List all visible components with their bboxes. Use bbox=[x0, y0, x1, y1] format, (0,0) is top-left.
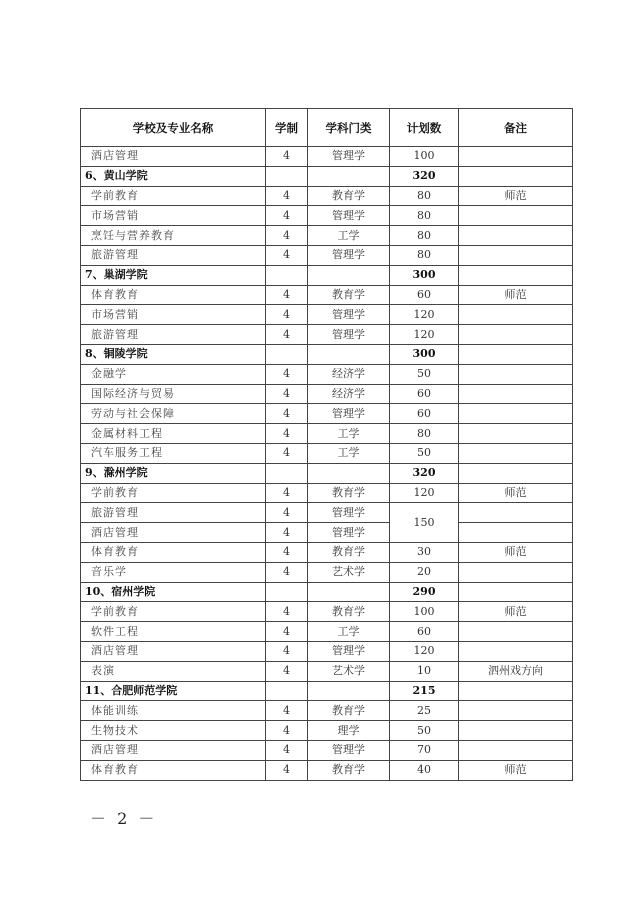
major-row bbox=[81, 542, 573, 562]
note-cell bbox=[459, 166, 573, 186]
category-cell: 工学 bbox=[308, 226, 390, 246]
major-name: 市场营销 bbox=[81, 305, 266, 325]
category-cell: 管理学 bbox=[308, 503, 390, 523]
major-row bbox=[81, 503, 573, 523]
years-cell bbox=[266, 265, 308, 285]
major-row bbox=[81, 404, 573, 424]
major-row bbox=[81, 384, 573, 404]
category-cell: 管理学 bbox=[308, 245, 390, 265]
years-cell: 4 bbox=[266, 701, 308, 721]
header-plan: 计划数 bbox=[390, 109, 459, 147]
major-name: 酒店管理 bbox=[81, 740, 266, 760]
plan-cell: 25 bbox=[390, 701, 459, 721]
category-cell bbox=[308, 582, 390, 602]
note-cell: 泗州戏方向 bbox=[459, 661, 573, 681]
note-cell bbox=[459, 641, 573, 661]
note-cell bbox=[459, 364, 573, 384]
note-cell bbox=[459, 245, 573, 265]
plan-cell: 80 bbox=[390, 226, 459, 246]
major-row bbox=[81, 245, 573, 265]
category-cell: 教育学 bbox=[308, 760, 390, 780]
plan-cell: 120 bbox=[390, 305, 459, 325]
note-cell: 师范 bbox=[459, 542, 573, 562]
note-cell bbox=[459, 721, 573, 741]
note-cell bbox=[459, 443, 573, 463]
plan-cell: 80 bbox=[390, 424, 459, 444]
school-row bbox=[81, 582, 573, 602]
category-cell: 管理学 bbox=[308, 206, 390, 226]
plan-cell: 80 bbox=[390, 186, 459, 206]
category-cell: 艺术学 bbox=[308, 562, 390, 582]
major-row bbox=[81, 443, 573, 463]
plan-total: 215 bbox=[390, 681, 459, 701]
major-name: 酒店管理 bbox=[81, 641, 266, 661]
category-cell bbox=[308, 265, 390, 285]
major-row bbox=[81, 285, 573, 305]
years-cell: 4 bbox=[266, 622, 308, 642]
note-cell bbox=[459, 325, 573, 345]
category-cell: 工学 bbox=[308, 424, 390, 444]
years-cell: 4 bbox=[266, 443, 308, 463]
category-cell: 管理学 bbox=[308, 404, 390, 424]
major-name: 学前教育 bbox=[81, 602, 266, 622]
major-name: 市场营销 bbox=[81, 206, 266, 226]
years-cell: 4 bbox=[266, 404, 308, 424]
years-cell: 4 bbox=[266, 226, 308, 246]
note-cell bbox=[459, 503, 573, 523]
note-cell bbox=[459, 562, 573, 582]
plan-total: 290 bbox=[390, 582, 459, 602]
years-cell: 4 bbox=[266, 147, 308, 167]
note-cell: 师范 bbox=[459, 285, 573, 305]
major-row bbox=[81, 661, 573, 681]
category-cell bbox=[308, 166, 390, 186]
years-cell bbox=[266, 582, 308, 602]
plan-cell: 120 bbox=[390, 325, 459, 345]
header-years: 学制 bbox=[266, 109, 308, 147]
years-cell: 4 bbox=[266, 661, 308, 681]
major-name: 生物技术 bbox=[81, 721, 266, 741]
school-name: 10、宿州学院 bbox=[81, 582, 266, 602]
years-cell bbox=[266, 344, 308, 364]
plan-total: 300 bbox=[390, 344, 459, 364]
plan-cell: 120 bbox=[390, 641, 459, 661]
years-cell: 4 bbox=[266, 285, 308, 305]
plan-cell: 20 bbox=[390, 562, 459, 582]
category-cell bbox=[308, 344, 390, 364]
major-name: 金融学 bbox=[81, 364, 266, 384]
category-cell: 教育学 bbox=[308, 602, 390, 622]
category-cell: 管理学 bbox=[308, 740, 390, 760]
years-cell: 4 bbox=[266, 245, 308, 265]
enrollment-plan-table bbox=[80, 108, 573, 781]
table-header-row bbox=[81, 109, 573, 147]
major-row bbox=[81, 364, 573, 384]
years-cell: 4 bbox=[266, 206, 308, 226]
major-row bbox=[81, 147, 573, 167]
category-cell: 教育学 bbox=[308, 285, 390, 305]
plan-cell: 30 bbox=[390, 542, 459, 562]
years-cell: 4 bbox=[266, 542, 308, 562]
years-cell bbox=[266, 166, 308, 186]
school-name: 7、巢湖学院 bbox=[81, 265, 266, 285]
note-cell bbox=[459, 523, 573, 543]
major-row bbox=[81, 325, 573, 345]
plan-cell: 10 bbox=[390, 661, 459, 681]
note-cell bbox=[459, 226, 573, 246]
years-cell bbox=[266, 681, 308, 701]
major-name: 旅游管理 bbox=[81, 503, 266, 523]
note-cell bbox=[459, 681, 573, 701]
major-row bbox=[81, 701, 573, 721]
major-row bbox=[81, 740, 573, 760]
note-cell bbox=[459, 622, 573, 642]
years-cell: 4 bbox=[266, 424, 308, 444]
category-cell: 教育学 bbox=[308, 701, 390, 721]
category-cell: 管理学 bbox=[308, 523, 390, 543]
years-cell: 4 bbox=[266, 602, 308, 622]
header-name: 学校及专业名称 bbox=[81, 109, 266, 147]
plan-cell: 80 bbox=[390, 245, 459, 265]
school-row bbox=[81, 344, 573, 364]
plan-cell: 70 bbox=[390, 740, 459, 760]
note-cell bbox=[459, 206, 573, 226]
major-name: 旅游管理 bbox=[81, 325, 266, 345]
major-name: 体能训练 bbox=[81, 701, 266, 721]
major-name: 音乐学 bbox=[81, 562, 266, 582]
note-cell bbox=[459, 582, 573, 602]
years-cell: 4 bbox=[266, 186, 308, 206]
major-name: 酒店管理 bbox=[81, 147, 266, 167]
years-cell: 4 bbox=[266, 740, 308, 760]
plan-cell: 50 bbox=[390, 443, 459, 463]
major-name: 国际经济与贸易 bbox=[81, 384, 266, 404]
plan-cell: 100 bbox=[390, 147, 459, 167]
plan-cell: 60 bbox=[390, 622, 459, 642]
major-row bbox=[81, 721, 573, 741]
years-cell: 4 bbox=[266, 305, 308, 325]
note-cell bbox=[459, 147, 573, 167]
note-cell bbox=[459, 424, 573, 444]
category-cell: 管理学 bbox=[308, 305, 390, 325]
note-cell bbox=[459, 404, 573, 424]
school-name: 6、黄山学院 bbox=[81, 166, 266, 186]
plan-cell: 80 bbox=[390, 206, 459, 226]
years-cell: 4 bbox=[266, 562, 308, 582]
header-note: 备注 bbox=[459, 109, 573, 147]
years-cell: 4 bbox=[266, 483, 308, 503]
category-cell: 教育学 bbox=[308, 186, 390, 206]
note-cell bbox=[459, 344, 573, 364]
school-row bbox=[81, 265, 573, 285]
category-cell: 管理学 bbox=[308, 641, 390, 661]
note-cell: 师范 bbox=[459, 760, 573, 780]
note-cell bbox=[459, 463, 573, 483]
school-row bbox=[81, 463, 573, 483]
major-name: 表演 bbox=[81, 661, 266, 681]
school-row bbox=[81, 166, 573, 186]
major-row bbox=[81, 206, 573, 226]
category-cell: 工学 bbox=[308, 622, 390, 642]
major-row bbox=[81, 622, 573, 642]
major-row bbox=[81, 641, 573, 661]
major-row bbox=[81, 424, 573, 444]
major-row bbox=[81, 226, 573, 246]
category-cell: 管理学 bbox=[308, 147, 390, 167]
school-name: 9、滁州学院 bbox=[81, 463, 266, 483]
years-cell: 4 bbox=[266, 503, 308, 523]
major-name: 金属材料工程 bbox=[81, 424, 266, 444]
category-cell bbox=[308, 463, 390, 483]
category-cell: 经济学 bbox=[308, 364, 390, 384]
plan-cell: 50 bbox=[390, 364, 459, 384]
note-cell bbox=[459, 265, 573, 285]
school-name: 8、铜陵学院 bbox=[81, 344, 266, 364]
note-cell: 师范 bbox=[459, 483, 573, 503]
major-name: 体育教育 bbox=[81, 285, 266, 305]
note-cell bbox=[459, 305, 573, 325]
plan-cell: 150 bbox=[390, 503, 459, 543]
major-row bbox=[81, 602, 573, 622]
major-row bbox=[81, 760, 573, 780]
category-cell: 教育学 bbox=[308, 542, 390, 562]
plan-total: 300 bbox=[390, 265, 459, 285]
major-name: 学前教育 bbox=[81, 186, 266, 206]
major-name: 体育教育 bbox=[81, 760, 266, 780]
major-row bbox=[81, 483, 573, 503]
years-cell bbox=[266, 463, 308, 483]
plan-cell: 60 bbox=[390, 384, 459, 404]
major-name: 劳动与社会保障 bbox=[81, 404, 266, 424]
plan-cell: 60 bbox=[390, 404, 459, 424]
category-cell: 经济学 bbox=[308, 384, 390, 404]
school-row bbox=[81, 681, 573, 701]
years-cell: 4 bbox=[266, 523, 308, 543]
header-category: 学科门类 bbox=[308, 109, 390, 147]
school-name: 11、合肥师范学院 bbox=[81, 681, 266, 701]
years-cell: 4 bbox=[266, 721, 308, 741]
note-cell: 师范 bbox=[459, 602, 573, 622]
category-cell: 艺术学 bbox=[308, 661, 390, 681]
note-cell bbox=[459, 740, 573, 760]
years-cell: 4 bbox=[266, 364, 308, 384]
plan-cell: 40 bbox=[390, 760, 459, 780]
plan-cell: 100 bbox=[390, 602, 459, 622]
plan-total: 320 bbox=[390, 463, 459, 483]
major-name: 软件工程 bbox=[81, 622, 266, 642]
plan-total: 320 bbox=[390, 166, 459, 186]
major-row bbox=[81, 523, 573, 543]
major-row bbox=[81, 305, 573, 325]
category-cell: 理学 bbox=[308, 721, 390, 741]
note-cell bbox=[459, 384, 573, 404]
major-name: 学前教育 bbox=[81, 483, 266, 503]
category-cell: 教育学 bbox=[308, 483, 390, 503]
major-name: 烹饪与营养教育 bbox=[81, 226, 266, 246]
major-name: 汽车服务工程 bbox=[81, 443, 266, 463]
category-cell: 管理学 bbox=[308, 325, 390, 345]
plan-cell: 60 bbox=[390, 285, 459, 305]
plan-cell: 120 bbox=[390, 483, 459, 503]
years-cell: 4 bbox=[266, 384, 308, 404]
category-cell bbox=[308, 681, 390, 701]
major-name: 体育教育 bbox=[81, 542, 266, 562]
plan-cell: 50 bbox=[390, 721, 459, 741]
table-body bbox=[81, 147, 573, 781]
major-row bbox=[81, 562, 573, 582]
note-cell bbox=[459, 701, 573, 721]
major-name: 酒店管理 bbox=[81, 523, 266, 543]
major-name: 旅游管理 bbox=[81, 245, 266, 265]
years-cell: 4 bbox=[266, 641, 308, 661]
page-number: － 2 － bbox=[90, 809, 158, 828]
major-row bbox=[81, 186, 573, 206]
note-cell: 师范 bbox=[459, 186, 573, 206]
years-cell: 4 bbox=[266, 760, 308, 780]
category-cell: 工学 bbox=[308, 443, 390, 463]
years-cell: 4 bbox=[266, 325, 308, 345]
